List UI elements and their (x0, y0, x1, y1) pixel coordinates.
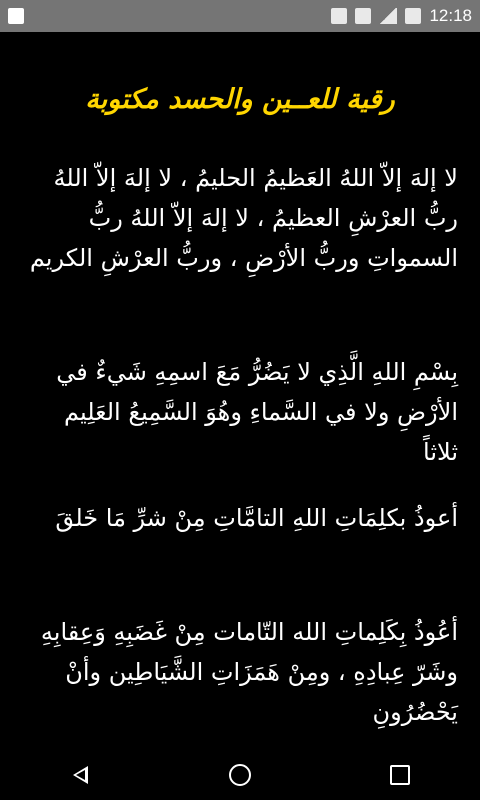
status-bar (0, 0, 480, 32)
article-content[interactable] (0, 32, 480, 750)
recents-icon (390, 765, 410, 785)
signal-icon (379, 8, 397, 24)
status-time: 12:18 (429, 6, 472, 25)
warning-icon (355, 8, 371, 24)
home-button[interactable] (210, 750, 270, 800)
image-icon (331, 8, 347, 24)
paragraph-1: لا إلهَ إلاّ اللهُ العَظيمُ الحليمُ ، لا إلهَ إلاّ اللهُ ربُّ العرْشِ العظيمُ ، لا إلهَ إلاّ اللهُ ربُّ السمواتِ وربُّ الأرْضِ ، وربُّ العرْشِ الكريم (29, 164, 458, 272)
paragraph-2: بِسْمِ اللهِ الَّذِي لا يَضُرُّ مَعَ اسمِهِ شَيءٌ في الأرْضِ ولا في السَّماءِ وهُوَ السَّمِيعُ العَلِيم ثلاثاً (56, 358, 458, 466)
notification-icon[interactable] (8, 8, 24, 24)
page-title: رقية للعــين والحسد مكتوبة (85, 84, 395, 115)
battery-icon (405, 8, 421, 24)
back-icon (73, 766, 88, 784)
back-button[interactable] (50, 750, 110, 800)
status-icons (331, 0, 472, 32)
recents-button[interactable] (370, 750, 430, 800)
paragraph-3: أعوذُ بكلِمَاتِ اللهِ التامَّاتِ مِنْ شرِّ مَا خَلقَ (55, 504, 458, 532)
paragraph-4: أعُوذُ بِكَلِماتِ الله التّامات مِنْ غَضَبِهِ وَعِقابِهِ وشَرّ عِبادِهِ ، ومِنْ هَمَزَاتِ الشَّيَاطِين وأنْ يَحْضُرُونِ (40, 618, 458, 726)
home-icon (229, 764, 251, 786)
navigation-bar (0, 750, 480, 800)
